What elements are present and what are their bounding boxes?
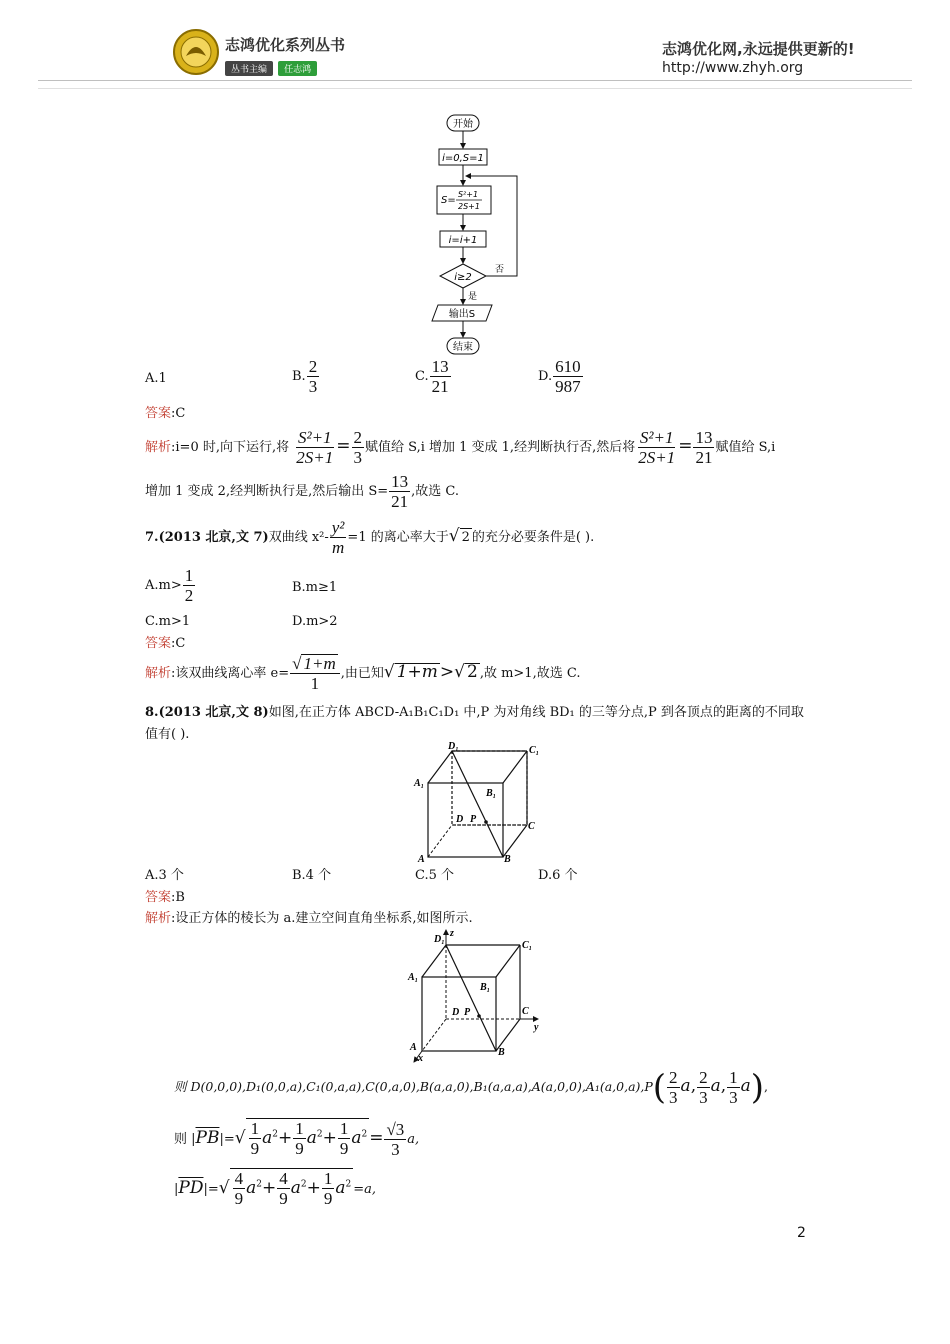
axes-label-d1: D₁	[434, 934, 445, 945]
flow-output-text: 输出S	[448, 309, 476, 320]
cube-label-c1: C₁	[529, 745, 540, 756]
q6-option-b: B. $\frac{2}{3}$	[292, 357, 318, 396]
q7-answer: 答案:C	[145, 636, 186, 651]
q6-option-d: D. $\frac{610}{987}$	[538, 357, 581, 396]
cube-label-c: C	[528, 821, 535, 832]
q8-pb-formula: 则 $|\overline{PB}|=√$ $\frac{1}{9}$ $a^2+$ $\frac{1}{9}$ $a^2+$ $\frac{1}{9}$ $a^2$ = $\frac{√3}{3}$ a,	[174, 1119, 420, 1159]
q8-pd-formula: $|\overline{PD}|=√$ $\frac{4}{9}$ $a^2+$ $\frac{4}{9}$ $a^2+$ $\frac{1}{9}$ $a^2 =a$,	[174, 1169, 376, 1208]
q8-option-b: B.4 个	[292, 868, 332, 883]
editor-label: 丛书主编	[225, 61, 273, 76]
flow-no-label: 否	[495, 265, 505, 275]
cube-label-b: B	[504, 854, 511, 865]
header-divider	[38, 80, 912, 81]
axes-label-a1: A₁	[408, 972, 419, 983]
cube-label-d1: D₁	[448, 741, 459, 752]
flowchart	[420, 108, 530, 360]
q7-option-a: A.m> $\frac{1}{2}$	[145, 566, 194, 605]
axes-label-z: z	[450, 928, 454, 939]
q8-analysis: 解析:设正方体的棱长为 a.建立空间直角坐标系,如图所示.	[145, 911, 473, 926]
flow-assign-num: S²+1	[457, 190, 479, 199]
cube-label-p: P	[470, 814, 477, 825]
slogan: 志鸿优化网,永远提供更新的!	[662, 40, 855, 58]
axes-label-b1: B₁	[480, 982, 491, 993]
cube-axes-figure	[398, 926, 548, 1064]
flow-condition-text: i≥2	[454, 272, 472, 283]
q8-answer: 答案:B	[145, 890, 185, 905]
cube-label-a1: A₁	[414, 778, 425, 789]
q7-analysis: 解析:该双曲线离心率 e= $\frac{√ 1+m}{1}$ ,由已知√ 1+m >√ 2 ,故 m>1,故选 C.	[145, 654, 581, 693]
q8-option-a: A.3 个	[145, 868, 184, 883]
page-number: 2	[797, 1225, 806, 1241]
series-logo	[172, 28, 220, 76]
axes-label-d: D	[452, 1007, 460, 1018]
q7-option-b: B.m≥1	[292, 580, 338, 595]
q8-coordinates: 则 D(0,0,0),D₁(0,0,a),C₁(0,a,a),C(0,a,0),B(a,a,0),B₁(a,a,a),A(a,0,0),A₁(a,0,a),P( $\frac{2}{3}$ a, $\frac{2}{3}$ a, $\frac{1}{3}$ a),	[174, 1067, 769, 1108]
q8-option-c: C.5 个	[415, 868, 455, 883]
q6-option-a: A.1	[145, 371, 167, 386]
axes-label-a: A	[410, 1042, 417, 1053]
q7-option-c: C.m>1	[145, 614, 191, 629]
editor-name: 任志鸿	[278, 61, 317, 76]
cube-label-a: A	[418, 854, 425, 865]
flow-increment-text: i=i+1	[448, 235, 478, 246]
q7-option-d: D.m>2	[292, 614, 338, 629]
flow-yes-label: 是	[468, 292, 478, 302]
q6-option-c: C. $\frac{13}{21}$	[415, 357, 449, 396]
axes-label-b: B	[498, 1047, 505, 1058]
q8-stem-line1: 8.(2013 北京,文 8)如图,在正方体 ABCD-A₁B₁C₁D₁ 中,P 为对角线 BD₁ 的三等分点,P 到各顶点的距离的不同取	[145, 705, 804, 720]
cube-figure	[408, 738, 548, 868]
axes-label-c: C	[522, 1006, 529, 1017]
cube-label-d: D	[456, 814, 464, 825]
flow-init-text: i=0,S=1	[442, 153, 484, 164]
q6-analysis-line1: 解析:i=0 时,向下运行,将 $\frac{\text{S²+1}}{2S+1}$ = $\frac{2}{3}$ 赋值给 S,i 增加 1 变成 1,经判断执行否,然后将 $\frac{\text{S²+1}}{2S+1}$ = $\frac{13}{21}$ 赋值给 S,i	[145, 428, 776, 467]
q6-analysis-line2: 增加 1 变成 2,经判断执行是,然后输出 S= $\frac{13}{21}$ ,故选 C.	[145, 472, 460, 511]
q8-option-d: D.6 个	[538, 868, 578, 883]
axes-label-y: y	[534, 1022, 539, 1033]
axes-label-x: x	[418, 1053, 423, 1064]
editor-tags	[225, 57, 317, 76]
site-url[interactable]: http://www.zhyh.org	[662, 60, 804, 76]
flow-end-text: 结束	[453, 342, 473, 353]
q7-stem: 7.(2013 北京,文 7)双曲线 x²- $\frac{\text{y²}}{m}$ =1 的离心率大于√ 2 的充分必要条件是( ).	[145, 518, 595, 557]
axes-label-c1: C₁	[522, 940, 533, 951]
flow-start-text: 开始	[453, 119, 473, 130]
q8-stem-line2: 值有( ).	[145, 727, 190, 742]
series-title: 志鸿优化系列丛书	[225, 36, 346, 54]
header-divider-2	[38, 88, 912, 89]
q6-answer: 答案:C	[145, 406, 186, 421]
cube-label-b1: B₁	[486, 788, 497, 799]
flow-assign-den: 2S+1	[458, 202, 480, 211]
axes-label-p: P	[464, 1007, 471, 1018]
flow-assign-s: S=	[441, 195, 456, 206]
